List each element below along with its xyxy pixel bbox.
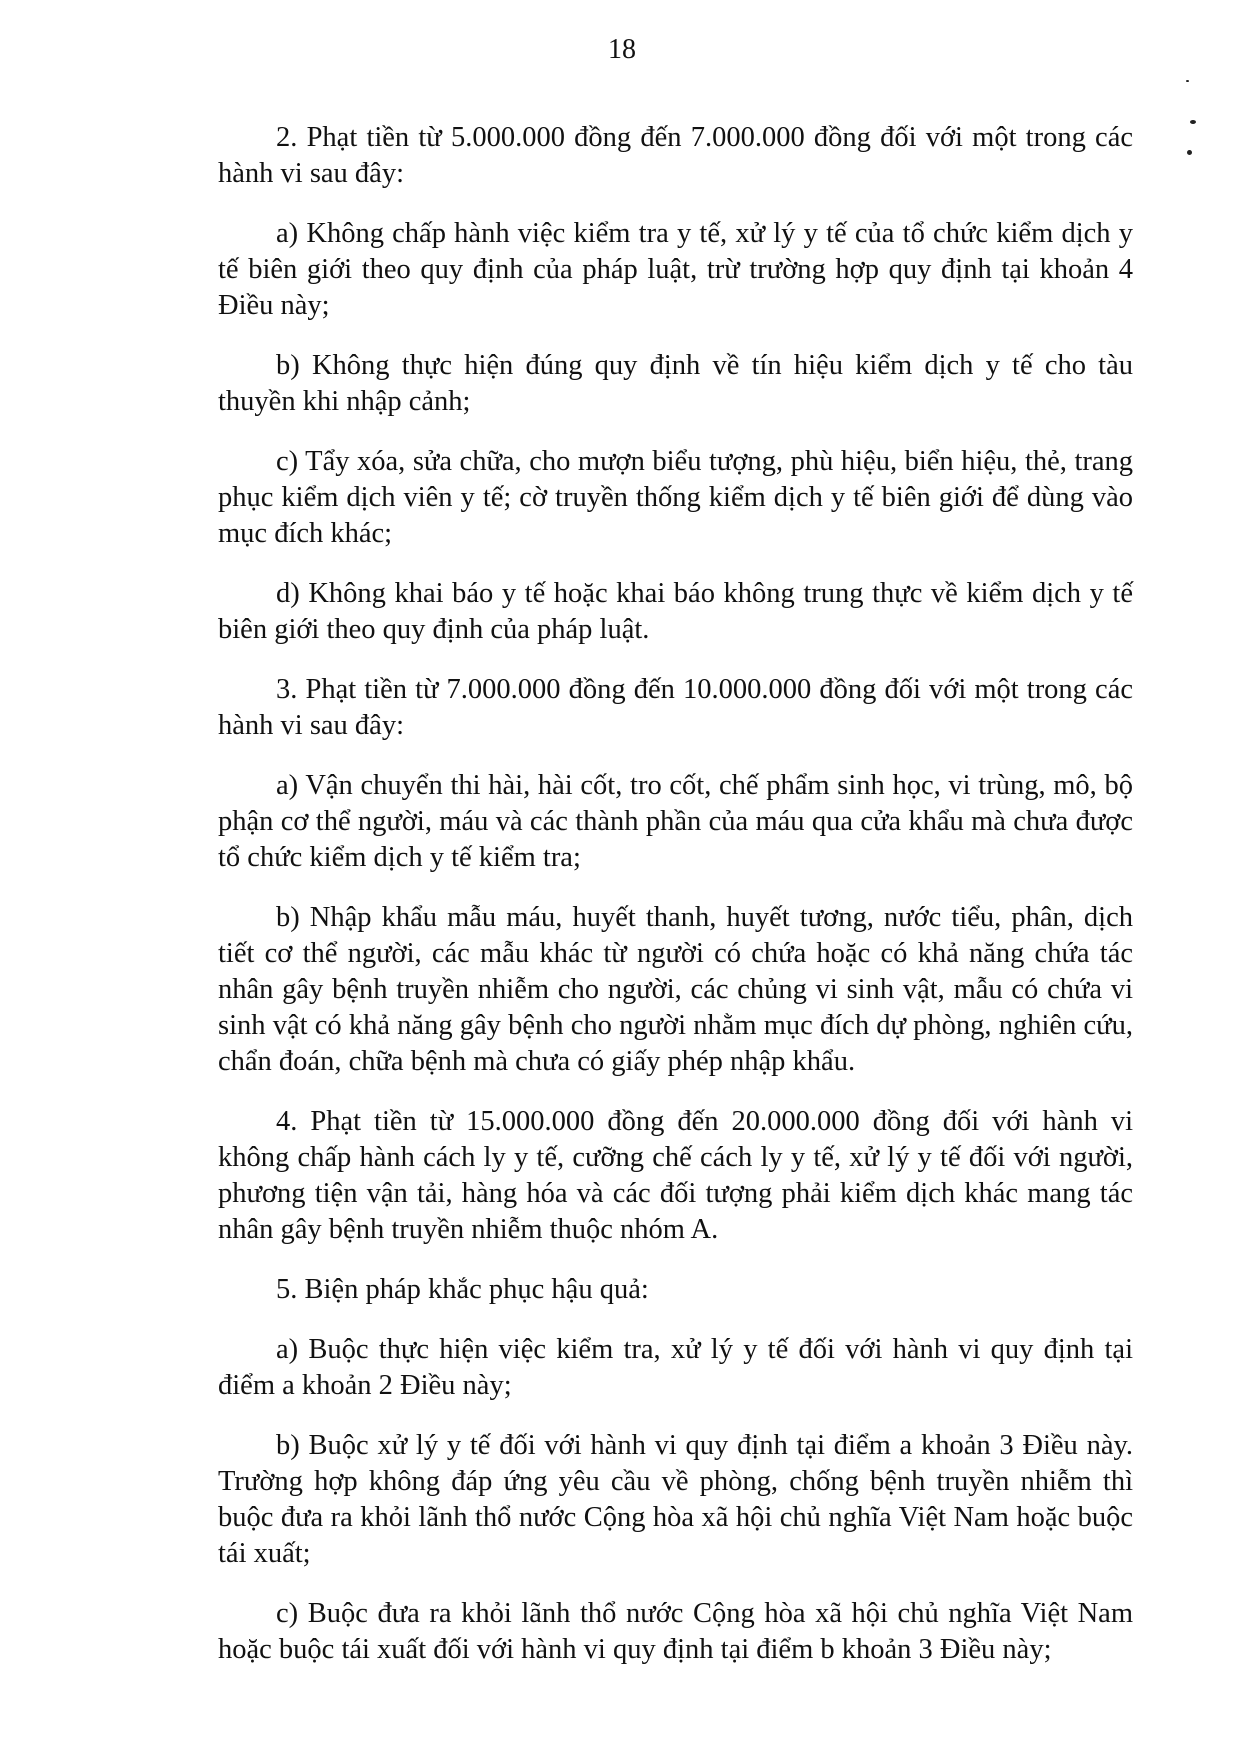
clause-4: 4. Phạt tiền từ 15.000.000 đồng đến 20.000.000 đồng đối với hành vi không chấp hành cách ly y tế, cưỡng chế cách ly y tế, xử lý y tế đối với người, phương tiện vận tải, hàng hóa và các đối tượng phải kiểm dịch khác mang tác nhân gây bệnh truyền nhiễm thuộc nhóm A. xyxy=(218,1106,1133,1245)
clause-3-point-a: a) Vận chuyển thi hài, hài cốt, tro cốt, chế phẩm sinh học, vi trùng, mô, bộ phận cơ thể người, máu và các thành phần của máu qua cửa khẩu mà chưa được tổ chức kiểm dịch y tế kiểm tra; xyxy=(218,770,1133,873)
clause-5-point-b: b) Buộc xử lý y tế đối với hành vi quy định tại điểm a khoản 3 Điều này. Trường hợp không đáp ứng yêu cầu về phòng, chống bệnh truyền nhiễm thì buộc đưa ra khỏi lãnh thổ nước Cộng hòa xã hội chủ nghĩa Việt Nam hoặc buộc tái xuất; xyxy=(218,1430,1133,1569)
scan-speck xyxy=(1187,150,1192,155)
clause-5-point-a: a) Buộc thực hiện việc kiểm tra, xử lý y tế đối với hành vi quy định tại điểm a khoản 2 Điều này; xyxy=(218,1334,1133,1401)
clause-5: 5. Biện pháp khắc phục hậu quả: xyxy=(276,1274,649,1305)
scan-speck xyxy=(1190,120,1196,124)
clause-2-point-b: b) Không thực hiện đúng quy định về tín hiệu kiểm dịch y tế cho tàu thuyền khi nhập cảnh; xyxy=(218,350,1133,417)
scan-speck xyxy=(1186,80,1189,82)
clause-2-point-d: d) Không khai báo y tế hoặc khai báo không trung thực về kiểm dịch y tế biên giới theo quy định của pháp luật. xyxy=(218,578,1133,645)
clause-3: 3. Phạt tiền từ 7.000.000 đồng đến 10.000.000 đồng đối với một trong các hành vi sau đây: xyxy=(218,674,1133,741)
clause-2-point-a: a) Không chấp hành việc kiểm tra y tế, xử lý y tế của tổ chức kiểm dịch y tế biên giới theo quy định của pháp luật, trừ trường hợp quy định tại khoản 4 Điều này; xyxy=(218,218,1133,321)
page-number: 18 xyxy=(608,34,636,65)
clause-3-point-b: b) Nhập khẩu mẫu máu, huyết thanh, huyết tương, nước tiểu, phân, dịch tiết cơ thể người, các mẫu khác từ người có chứa hoặc có khả năng chứa tác nhân gây bệnh truyền nhiễm cho người, các chủng vi sinh vật, mẫu có chứa vi sinh vật có khả năng gây bệnh cho người nhằm mục đích dự phòng, nghiên cứu, chẩn đoán, chữa bệnh mà chưa có giấy phép nhập khẩu. xyxy=(218,902,1133,1077)
document-body xyxy=(218,120,1133,1692)
clause-5-point-c: c) Buộc đưa ra khỏi lãnh thổ nước Cộng hòa xã hội chủ nghĩa Việt Nam hoặc buộc tái xuất đối với hành vi quy định tại điểm b khoản 3 Điều này; xyxy=(218,1598,1133,1665)
clause-2: 2. Phạt tiền từ 5.000.000 đồng đến 7.000.000 đồng đối với một trong các hành vi sau đây: xyxy=(218,122,1133,189)
clause-2-point-c: c) Tẩy xóa, sửa chữa, cho mượn biểu tượng, phù hiệu, biển hiệu, thẻ, trang phục kiểm dịch viên y tế; cờ truyền thống kiểm dịch y tế biên giới để dùng vào mục đích khác; xyxy=(218,446,1133,549)
